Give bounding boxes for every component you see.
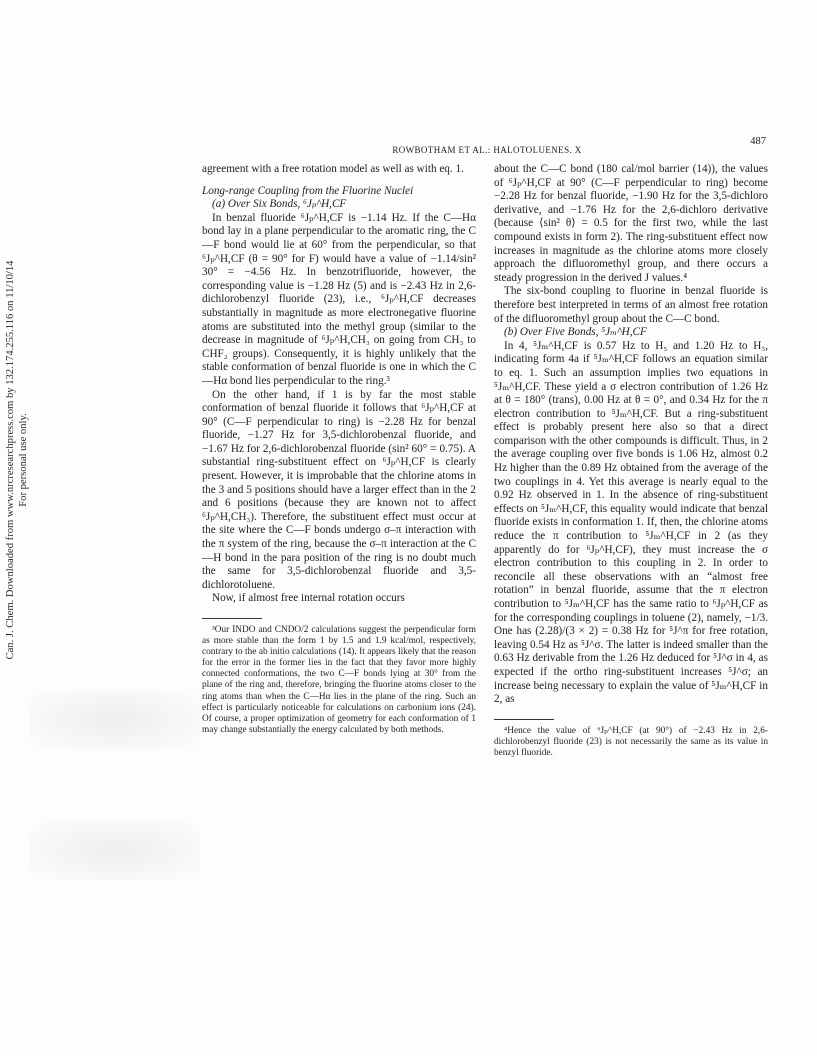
paragraph: In benzal fluoride ⁶Jₚ^H,CF is −1.14 Hz. If the C—Hα bond lay in a plane perpendicular to the aromatic ring, the C—F bond would lie at 60° from the perpendicular, so that ⁶Jₚ^H,CF (θ = 90° for F) would have a value of −1.14/sin² 30° = −4.56 Hz. In benzotrifluoride, however, the corresponding value is −1.28 Hz (5) and is −2.43 Hz in 2,6-dichlorobenzyl fluoride (23), i.e., ⁶Jₚ^H,CF decreases substantially in magnitude as more electronegative fluorine atoms are substituted into the methyl group (similar to the decrease in magnitude of ⁶Jₚ^H,CH₃ on going from CH₃ to CHF₂ groups). Consequently, it is highly unlikely that the stable conformation of benzal fluoride is one in which the C—Hα bond lies perpendicular to the ring.³: [202, 211, 476, 387]
scan-smudge: [30, 690, 200, 750]
paragraph: On the other hand, if 1 is by far the most stable conformation of benzal fluoride it follows that ⁶Jₚ^H,CF at 90° (C—F perpendicular to ring) is −2.28 Hz for benzal fluoride, −1.27 Hz for 3,5-dichlorobenzal fluoride, and −1.67 Hz for 2,6-dichlorobenzal fluoride (sin² 60° = 0.75). A substantial ring-substituent effect on ⁶Jₚ^H,CF is clearly present. However, it is improbable that the chlorine atoms in the 3 and 5 positions should have a larger effect than in the 2 and 6 positions (because they are known not to affect ⁶Jₚ^H,CH₃). Therefore, the substituent effect must occur at the site where the C—F bonds undergo σ–π interaction with the π system of the ring, because the σ–π interaction at the C—H bond in the para position of the ring is no doubt much the same for 3,5-dichlorobenzal fluoride and 3,5-dichlorotoluene.: [202, 388, 476, 591]
scan-smudge: [30, 820, 200, 880]
running-head-title: ROWBOTHAM ET AL.: HALOTOLUENES. X: [392, 145, 582, 155]
text-column-right: [494, 163, 768, 759]
footnote-rule: [494, 719, 554, 720]
section-heading: Long-range Coupling from the Fluorine Nuclei: [202, 184, 414, 197]
paragraph: In 4, ⁵Jₘ^H,CF is 0.57 Hz to H₅ and 1.20 Hz to H₃, indicating form 4a if ⁵Jₘ^H,CF follows an equation similar to eq. 1. Such an assumption implies two equations in ⁵Jₘ^H,CF. These yield a σ electron contribution of 1.26 Hz at θ = 180° (trans), 0.00 Hz at θ = 0°, and 0.34 Hz for the π electron contribution to ⁵Jₘ^H,CF. But a ring-substituent effect is probably present here also so that a direct comparison with the other compounds is difficult. Thus, in 2 the average coupling over five bonds is 1.06 Hz, almost 0.2 Hz higher than the 0.89 Hz obtained from the average of the two couplings in 4. Yet this average is nearly equal to the 0.92 Hz observed in 1. In the absence of ring-substituent effects on ⁵Jₘ^H,CF, this equality would indicate that benzal fluoride exists in conformation 1. If, then, the chlorine atoms reduce the π contribution to ⁵Jₘ^H,CF in 2 (as they apparently do for ⁶Jₚ^H,CF), they must increase the σ electron contribution to this coupling in 2. In order to reconcile all these observations with an “almost free rotation” in benzal fluoride, assume that the π electron contribution to ⁵Jₘ^H,CF has the same ratio to ⁶Jₚ^H,CF as for the corresponding couplings in toluene (2), namely, −1/3. One has (2.28)/(3 × 2) = 0.38 Hz for ⁵J^π for free rotation, leaving 0.54 Hz as ⁵J^σ. The latter is indeed smaller than the 0.63 Hz derivable from the 1.26 Hz deduced for ⁵J^σ in 4, as expected if the ortho ring-substituent increases ⁵J^σ; an increase being necessary to explain the value of ⁵Jₘ^H,CF in 2, as: [494, 339, 768, 706]
footnote-rule: [202, 618, 262, 619]
paragraph: about the C—C bond (180 cal/mol barrier (14)), the values of ⁶Jₚ^H,CF at 90° (C—F perpendicular to ring) become −2.28 Hz for benzal fluoride, −1.90 Hz for the 3,5-dichloro derivative, and −1.76 Hz for the 2,6-dichloro derivative (because ⟨sin² θ⟩ = 0.5 for the first two, while the last compound exists in form 2). The ring-substituent effect now increases in magnitude as the chlorine atoms more closely approach the difluoromethyl group, and there occurs a steady progression in the derived J values.⁴: [494, 163, 768, 284]
paragraph: agreement with a free rotation model as well as with eq. 1.: [202, 163, 464, 175]
download-notice: [2, 200, 32, 720]
page-number: 487: [750, 136, 766, 147]
subsection-heading: (b) Over Five Bonds, ⁵Jₘ^H,CF: [504, 326, 647, 339]
paragraph: The six-bond coupling to fluorine in benzal fluoride is therefore best interpreted in terms of an almost free rotation of the difluoromethyl group about the C—C bond.: [494, 285, 768, 325]
text-column-left: [202, 163, 476, 736]
paragraph: Now, if almost free internal rotation occurs: [212, 592, 405, 605]
download-notice-line1: Can. J. Chem. Downloaded from www.nrcresearchpress.com by 132.174.255.116 on 11/10/14: [5, 260, 16, 660]
running-header: [202, 136, 772, 161]
footnote: ³Our INDO and CNDO/2 calculations suggest the perpendicular form as more stable than the form 1 by 1.5 and 1.9 kcal/mol, respectively, contrary to the ab initio calculations (14). It appears likely that the reason for the error in the former lies in the fact that they favor more highly connected conformations, the two C—F bonds lying at 30° from the plane of the ring and, therefore, bringing the fluorine atoms closer to the ring atoms than when the C—Hα lies in the plane of the ring. Such an effect is particularly noticeable for calculations on carbonium ions (24). Of course, a proper optimization of geometry for each conformation of 1 may change substantially the energy calculated by both methods.: [202, 625, 476, 735]
footnote: ⁴Hence the value of ⁶Jₚ^H,CF (at 90°) of −2.43 Hz in 2,6-dichlorobenzyl fluoride (23) is not necessarily the same as its value in benzyl fluoride.: [494, 725, 768, 758]
download-notice-text: [4, 261, 30, 660]
subsection-heading: (a) Over Six Bonds, ⁶Jₚ^H,CF: [212, 198, 347, 211]
download-notice-line2: For personal use only.: [18, 413, 29, 507]
